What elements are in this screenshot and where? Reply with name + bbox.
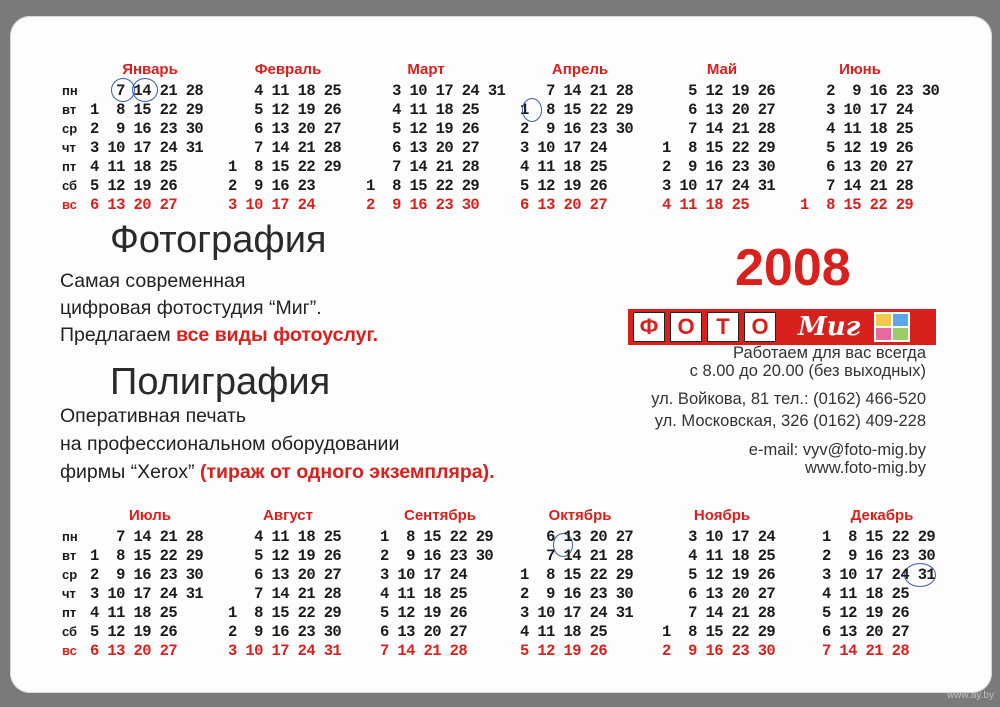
month-name: Ноябрь (693, 507, 751, 524)
week-row-sunday: 1 8 15 22 29 (800, 196, 914, 214)
day-label: ср (62, 567, 78, 582)
month-name: Октябрь (548, 507, 612, 524)
week-row: 3 10 17 24 31 (90, 585, 204, 603)
week-row: 7 14 21 28 (662, 604, 776, 622)
week-row-sunday: 5 12 19 26 (520, 642, 608, 660)
week-row-sunday: 3 10 17 24 (228, 196, 316, 214)
watermark: www.ay.by (946, 690, 994, 701)
pen-circle-mark (522, 98, 542, 122)
day-label: чт (62, 140, 76, 155)
day-label: вс (62, 197, 77, 212)
logo-letter: Т (707, 312, 739, 342)
week-row: 3 10 17 24 31 (366, 82, 506, 100)
day-label: пн (62, 83, 78, 98)
week-row: 1 8 15 22 29 (228, 604, 342, 622)
week-row: 4 11 18 25 (366, 101, 480, 119)
day-label: ср (62, 121, 78, 136)
week-row: 3 10 17 24 31 (90, 139, 204, 157)
week-row: 4 11 18 25 (520, 623, 608, 641)
week-row: 4 11 18 25 (822, 585, 910, 603)
month-name: Август (263, 507, 313, 524)
week-row: 4 11 18 25 (228, 528, 342, 546)
week-row: 4 11 18 25 (228, 82, 342, 100)
week-row: 3 10 17 24 (520, 139, 608, 157)
month-name: Март (407, 61, 445, 78)
week-row: 7 14 21 28 (520, 547, 634, 565)
month-name: Декабрь (850, 507, 914, 524)
logo-letter: Ф (633, 312, 665, 342)
week-row: 5 12 19 26 (90, 177, 178, 195)
poly-heading: Полиграфия (110, 361, 331, 403)
week-row: 7 14 21 28 (800, 177, 914, 195)
poly-highlight: (тираж от одного экземпляра). (199, 461, 495, 483)
week-row: 3 10 17 24 31 (662, 177, 776, 195)
week-row: 2 9 16 23 30 (380, 547, 494, 565)
week-row: 7 14 21 28 (228, 585, 342, 603)
week-row: 3 10 17 24 (380, 566, 468, 584)
week-row-sunday: 7 14 21 28 (380, 642, 468, 660)
week-row: 2 9 16 23 (228, 177, 316, 195)
photo-line: цифровая фотостудия “Миг”. (60, 297, 322, 319)
day-label: вс (62, 643, 77, 658)
week-row: 1 8 15 22 29 (520, 101, 634, 119)
week-row: 1 8 15 22 29 (90, 101, 204, 119)
logo-letter: О (670, 312, 702, 342)
week-row: 5 12 19 26 (800, 139, 914, 157)
week-row: 5 12 19 26 (822, 604, 910, 622)
week-row: 2 9 16 23 30 (800, 82, 940, 100)
week-row: 7 14 21 28 (228, 139, 342, 157)
logo-script: Миг (798, 312, 861, 342)
week-row: 2 9 16 23 30 (520, 120, 634, 138)
week-row-sunday: 6 13 20 27 (520, 196, 608, 214)
month-name: Апрель (551, 61, 609, 78)
photo-line-text: Предлагаем (60, 324, 177, 346)
day-label: чт (62, 586, 76, 601)
address-line: ул. Войкова, 81 тел.: (0162) 466-520 (651, 390, 926, 408)
week-row: 1 8 15 22 29 (90, 547, 204, 565)
foto-mig-logo (628, 309, 936, 345)
week-row: 3 10 17 24 31 (520, 604, 634, 622)
day-label: сб (62, 624, 78, 639)
day-label: пт (62, 605, 77, 620)
week-row: 2 9 16 23 30 (662, 158, 776, 176)
week-row: 2 9 16 23 30 (520, 585, 634, 603)
email-text: e-mail: vyv@foto-mig.by (748, 441, 926, 459)
week-row-sunday: 7 14 21 28 (822, 642, 910, 660)
week-row: 4 11 18 25 (662, 547, 776, 565)
photo-heading: Фотография (110, 219, 327, 261)
month-name: Июнь (839, 61, 881, 78)
week-row: 6 13 20 27 (662, 585, 776, 603)
week-row-sunday: 2 9 16 23 30 (366, 196, 480, 214)
week-row: 2 9 16 23 30 (228, 623, 342, 641)
week-row-sunday: 6 13 20 27 (90, 196, 178, 214)
week-row: 1 8 15 22 29 (366, 177, 480, 195)
day-label: сб (62, 178, 78, 193)
photo-line (60, 324, 378, 347)
day-label: вт (62, 102, 77, 117)
month-name: Июль (129, 507, 171, 524)
week-row-sunday: 2 9 16 23 30 (662, 642, 776, 660)
photo-line: Самая современная (60, 270, 246, 292)
pen-circle-mark (132, 78, 158, 102)
week-row: 6 13 20 27 (380, 623, 468, 641)
week-row: 1 8 15 22 29 (822, 528, 936, 546)
week-row: 7 14 21 28 (662, 120, 776, 138)
week-row: 4 11 18 25 (90, 158, 178, 176)
logo-letter: О (744, 312, 776, 342)
week-row: 2 9 16 23 30 (90, 120, 204, 138)
week-row: 3 10 17 24 31 (822, 566, 936, 584)
week-row-sunday: 4 11 18 25 (662, 196, 750, 214)
week-row: 5 12 19 26 (380, 604, 468, 622)
week-row: 1 8 15 22 29 (228, 158, 342, 176)
week-row: 5 12 19 26 (228, 547, 342, 565)
week-row: 4 11 18 25 (90, 604, 178, 622)
week-row: 6 13 20 27 (228, 120, 342, 138)
week-row: 6 13 20 27 (822, 623, 910, 641)
week-row: 3 10 17 24 (662, 528, 776, 546)
month-name: Февраль (254, 61, 322, 78)
week-row: 7 14 21 28 (90, 528, 204, 546)
address-line: ул. Московская, 326 (0162) 409-228 (654, 412, 926, 430)
poly-line: Оперативная печать (60, 405, 247, 427)
poly-line (60, 461, 495, 484)
week-row: 5 12 19 26 (228, 101, 342, 119)
hours-line: с 8.00 до 20.00 (без выходных) (689, 362, 926, 380)
poly-line-text: фирмы “Xerox” (60, 461, 200, 483)
week-row: 5 12 19 26 (366, 120, 480, 138)
day-label: пт (62, 159, 77, 174)
week-row: 1 8 15 22 29 (520, 566, 634, 584)
poly-line: на профессиональном оборудовании (60, 433, 400, 455)
week-row: 6 13 20 27 (520, 528, 634, 546)
week-row: 5 12 19 26 (520, 177, 608, 195)
website-text: www.foto-mig.by (804, 459, 926, 477)
week-row: 7 14 21 28 (520, 82, 634, 100)
week-row: 5 12 19 26 (90, 623, 178, 641)
week-row: 2 9 16 23 30 (822, 547, 936, 565)
day-label: вт (62, 548, 77, 563)
hours-line: Работаем для вас всегда (732, 344, 926, 362)
day-label: пн (62, 529, 78, 544)
calendar-card (10, 16, 992, 693)
month-name: Январь (122, 61, 178, 78)
week-row: 5 12 19 26 (662, 566, 776, 584)
week-row: 3 10 17 24 (800, 101, 914, 119)
week-row: 6 13 20 27 (662, 101, 776, 119)
month-name: Май (706, 61, 738, 78)
year-title: 2008 (735, 239, 851, 297)
week-row: 1 8 15 22 29 (662, 623, 776, 641)
week-row-sunday: 6 13 20 27 (90, 642, 178, 660)
week-row: 1 8 15 22 29 (662, 139, 776, 157)
week-row: 4 11 18 25 (520, 158, 608, 176)
week-row: 6 13 20 27 (228, 566, 342, 584)
photo-frames-icon (874, 312, 910, 342)
week-row: 2 9 16 23 30 (90, 566, 204, 584)
week-row: 6 13 20 27 (366, 139, 480, 157)
week-row: 4 11 18 25 (800, 120, 914, 138)
week-row: 4 11 18 25 (380, 585, 468, 603)
photo-highlight: все виды фотоуслуг. (176, 324, 379, 346)
week-row: 7 14 21 28 (90, 82, 204, 100)
week-row-sunday: 3 10 17 24 31 (228, 642, 342, 660)
week-row: 1 8 15 22 29 (380, 528, 494, 546)
week-row: 7 14 21 28 (366, 158, 480, 176)
month-name: Сентябрь (404, 507, 476, 524)
week-row: 5 12 19 26 (662, 82, 776, 100)
week-row: 6 13 20 27 (800, 158, 914, 176)
